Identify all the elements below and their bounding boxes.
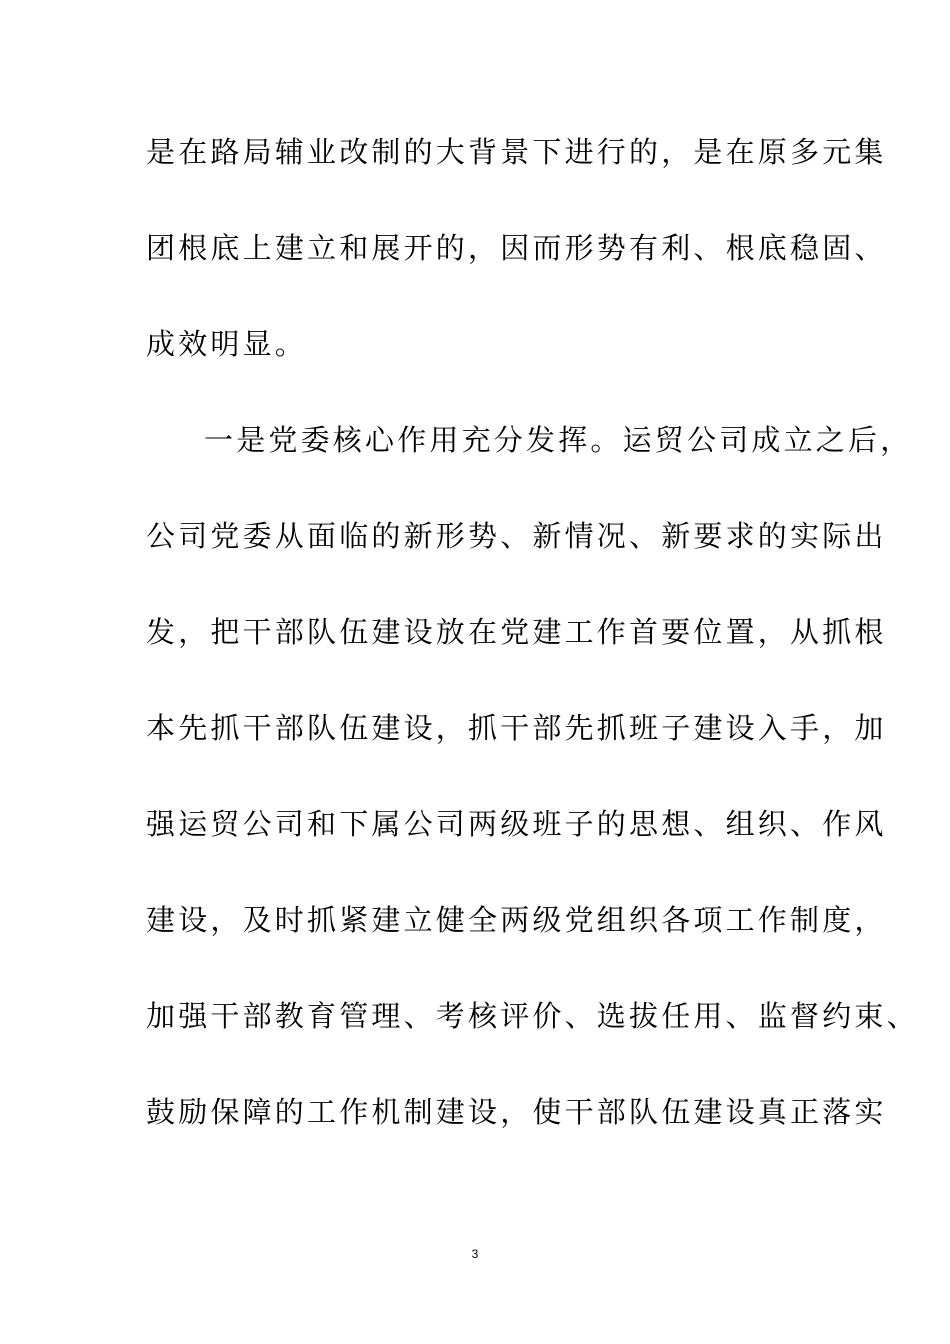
text-line-9: 建设，及时抓紧建立健全两级党组织各项工作制度， (146, 903, 887, 937)
text-line-1: 是在路局辅业改制的大背景下进行的，是在原多元集 (146, 135, 887, 169)
text-line-10: 加强干部教育管理、考核评价、选拔任用、监督约束、 (146, 999, 919, 1033)
document-body (146, 128, 919, 1184)
text-line-7: 本先抓干部队伍建设，抓干部先抓班子建设入手，加 (146, 711, 887, 745)
text-line-11: 鼓励保障的工作机制建设，使干部队伍建设真正落实 (146, 1095, 887, 1129)
page-number: 3 (471, 1247, 479, 1261)
text-line-2: 团根底上建立和展开的，因而形势有利、根底稳固、 (146, 231, 887, 265)
text-line-4: 一是党委核心作用充分发挥。运贸公司成立之后， (204, 423, 913, 457)
text-line-3: 成效明显。 (146, 327, 308, 361)
text-line-6: 发，把干部队伍建设放在党建工作首要位置，从抓根 (146, 615, 887, 649)
text-line-5: 公司党委从面临的新形势、新情况、新要求的实际出 (146, 519, 887, 553)
text-line-8: 强运贸公司和下属公司两级班子的思想、组织、作风 (146, 807, 887, 841)
